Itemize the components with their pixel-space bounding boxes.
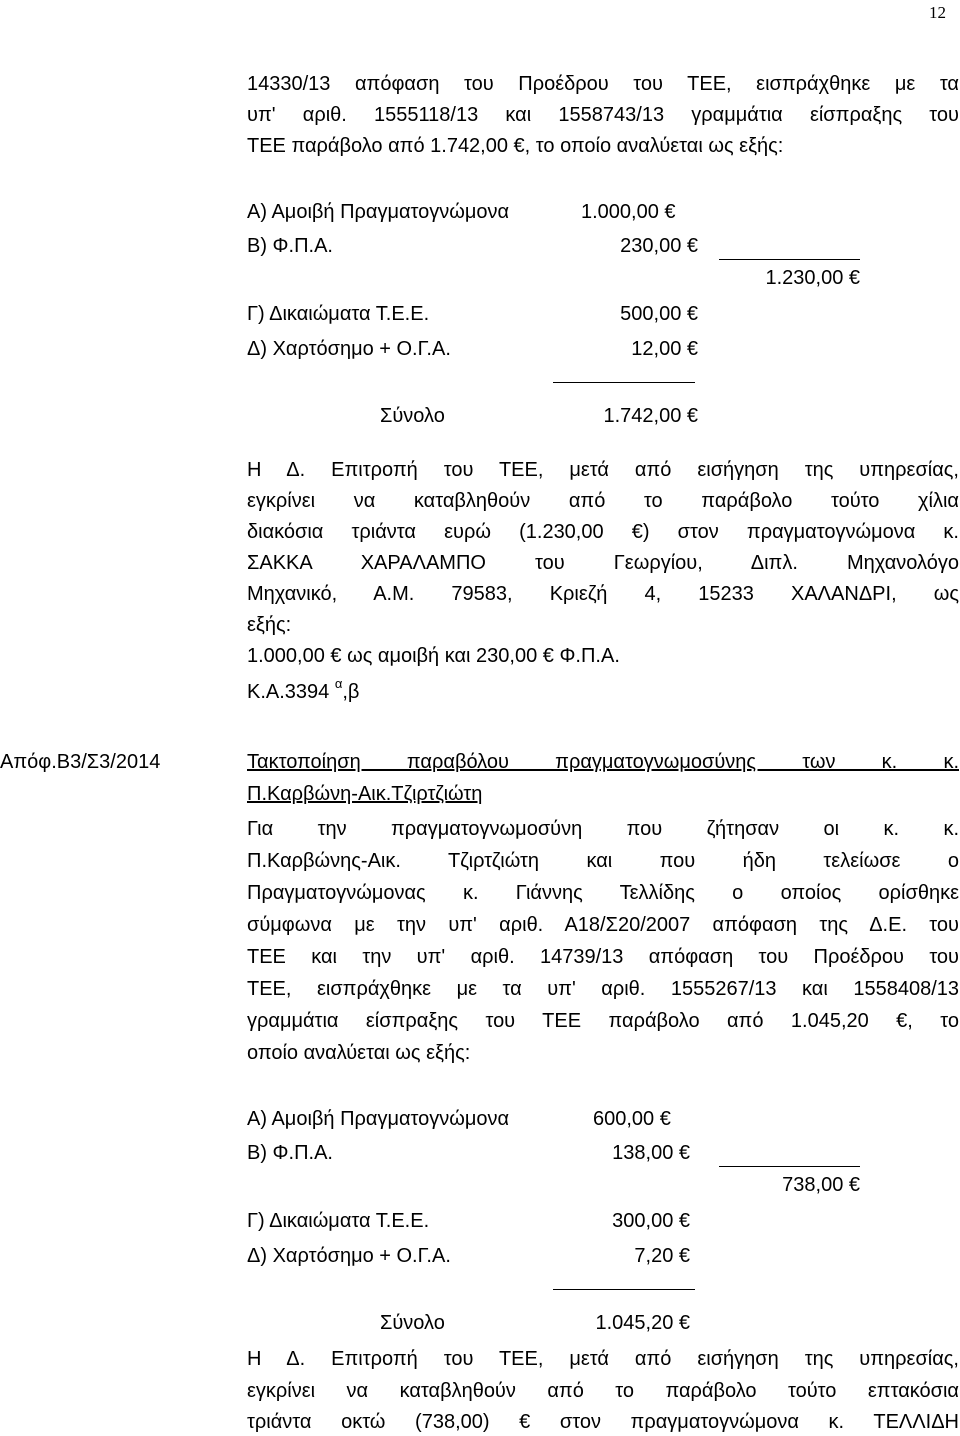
decision-title: Π.Καρβώνη-Αικ.Τζιρτζιώτη — [247, 783, 483, 805]
fee-a-value: 600,00 € — [593, 1108, 671, 1130]
budget-code: Κ.Α.3394 $^\alpha$,β — [247, 676, 360, 703]
fee-b-label: Β) Φ.Π.Α. — [247, 1142, 333, 1164]
paragraph-line: ΤΕΕ και την υπ' αριθ. 14739/13 απόφαση του Προέδρου του — [247, 946, 959, 968]
paragraph-line: Η Δ. Επιτροπή του ΤΕΕ, μετά από εισήγηση της υπηρεσίας, — [247, 1348, 959, 1370]
fee-b-label: Β) Φ.Π.Α. — [247, 235, 333, 257]
fee-d-label: Δ) Χαρτόσημο + Ο.Γ.Α. — [247, 1245, 451, 1267]
paragraph-line: εγκρίνει να καταβληθούν από το παράβολο τούτο επτακόσια — [247, 1380, 959, 1402]
fee-a-label: Α) Αμοιβή Πραγματογνώμονα — [247, 1108, 510, 1130]
paragraph-line: ΣΑΚΚΑ ΧΑΡΑΛΑΜΠΟ του Γεωργίου, Διπλ. Μηχανολόγο — [247, 552, 959, 574]
paragraph-line: Π.Καρβώνης-Αικ. Τζιρτζιώτη και που ήδη τελείωσε ο — [247, 850, 959, 872]
fee-d-value: 12,00 € — [631, 338, 698, 360]
paragraph-line: Η Δ. Επιτροπή του ΤΕΕ, μετά από εισήγηση της υπηρεσίας, — [247, 459, 959, 481]
fee-c-value: 300,00 € — [612, 1210, 690, 1232]
paragraph-line: 14330/13 απόφαση του Προέδρου του ΤΕΕ, εισπράχθηκε με τα — [247, 73, 959, 95]
total-rule — [553, 1289, 695, 1290]
total-value: 1.045,20 € — [595, 1312, 690, 1334]
total-value: 1.742,00 € — [603, 405, 698, 427]
fee-a-label: Α) Αμοιβή Πραγματογνώμονα — [247, 201, 510, 223]
fee-ab-sum: 738,00 € — [782, 1174, 860, 1196]
fee-d-label: Δ) Χαρτόσημο + Ο.Γ.Α. — [247, 338, 451, 360]
sum-rule — [719, 259, 860, 260]
decision-title: Τακτοποίηση παραβόλου πραγματογνωμοσύνης των κ. κ. — [247, 751, 959, 773]
paragraph-line: υπ' αριθ. 1555118/13 και 1558743/13 γραμμάτια είσπραξης του — [247, 104, 959, 126]
paragraph-line: οποίο αναλύεται ως εξής: — [247, 1042, 471, 1064]
fee-c-value: 500,00 € — [620, 303, 698, 325]
fee-c-label: Γ) Δικαιώματα Τ.Ε.Ε. — [247, 303, 430, 325]
page-number: 12 — [929, 3, 946, 22]
paragraph-line: Μηχανικό, Α.Μ. 79583, Κριεζή 4, 15233 ΧΑΛΑΝΔΡΙ, ως — [247, 583, 959, 605]
fee-b-value: 230,00 € — [620, 235, 698, 257]
fee-c-label: Γ) Δικαιώματα Τ.Ε.Ε. — [247, 1210, 430, 1232]
paragraph-line: τριάντα οκτώ (738,00) € στον πραγματογνώμονα κ. ΤΕΛΛΙΔΗ — [247, 1411, 959, 1433]
paragraph-line: ΤΕΕ παράβολο από 1.742,00 €, το οποίο αναλύεται ως εξής: — [247, 135, 784, 157]
sum-rule — [719, 1166, 860, 1167]
paragraph-line: ΤΕΕ, εισπράχθηκε με τα υπ' αριθ. 1555267/13 και 1558408/13 — [247, 978, 959, 1000]
paragraph-line: Πραγματογνώμονας κ. Γιάννης Τελλίδης ο οποίος ορίσθηκε — [247, 882, 959, 904]
paragraph-line: εγκρίνει να καταβληθούν από το παράβολο τούτο χίλια — [247, 490, 959, 512]
total-label: Σύνολο — [380, 405, 445, 427]
paragraph-line: σύμφωνα με την υπ' αριθ. Α18/Σ20/2007 απόφαση της Δ.Ε. του — [247, 914, 959, 936]
payment-line: 1.000,00 € ως αμοιβή και 230,00 € Φ.Π.Α. — [247, 645, 620, 667]
total-rule — [553, 382, 695, 383]
decision-ref: Απόφ.Β3/Σ3/2014 — [0, 751, 161, 773]
paragraph-line: Για την πραγματογνωμοσύνη που ζήτησαν οι κ. κ. — [247, 818, 959, 840]
total-label: Σύνολο — [380, 1312, 445, 1334]
fee-a-value: 1.000,00 € — [581, 201, 676, 223]
fee-d-value: 7,20 € — [634, 1245, 690, 1267]
paragraph-line: γραμμάτια είσπραξης του ΤΕΕ παράβολο από 1.045,20 €, το — [247, 1010, 959, 1032]
paragraph-line: εξής: — [247, 614, 292, 636]
fee-ab-sum: 1.230,00 € — [765, 267, 860, 289]
fee-b-value: 138,00 € — [612, 1142, 690, 1164]
paragraph-line: διακόσια τριάντα ευρώ (1.230,00 €) στον πραγματογνώμονα κ. — [247, 521, 959, 543]
